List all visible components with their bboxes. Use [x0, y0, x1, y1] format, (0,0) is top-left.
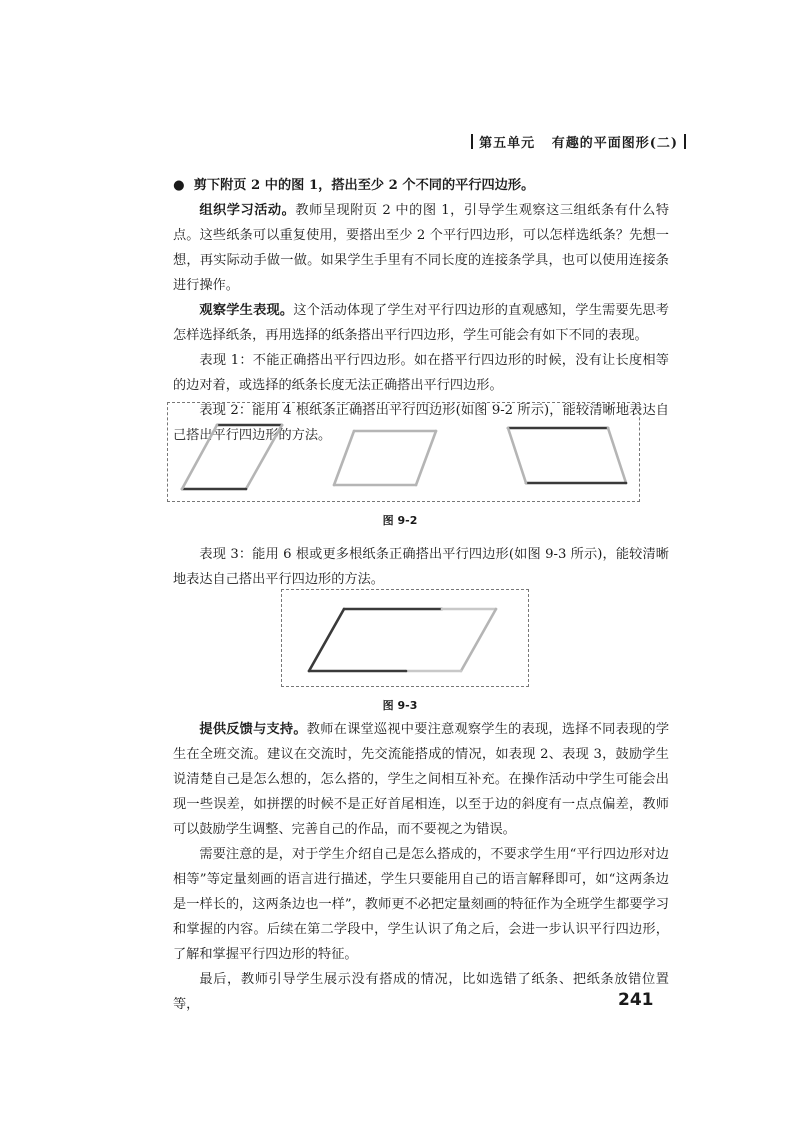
figure-9-3-caption: 图 9-3 — [382, 699, 418, 712]
paragraph-note: 需要注意的是，对于学生介绍自己是怎么搭成的，不要求学生用“平行四边形对边相等”等定量刻画的语言进行描述，学生只要能用自己的语言解释即可，如“这两条边是一样长的，这两条边也一样”，教师更不必把定量刻画的特征作为全班学生都要学习和掌握的内容。后续在第二学段中，学生认识了角之后，会进一步认识平行四边形，了解和掌握平行四边形的特征。 — [173, 847, 669, 962]
paragraph-finally: 最后，教师引导学生展示没有搭成的情况，比如选错了纸条、把纸条放错位置等， — [173, 972, 669, 1012]
paragraph-performance-1: 表现 1：不能正确搭出平行四边形。如在搭平行四边形的时候，没有让长度相等的边对着，或选择的纸条长度无法正确搭出平行四边形。 — [173, 353, 669, 393]
activity-bullet: ● 剪下附页 2 中的图 1，搭出至少 2 个不同的平行四边形。 — [173, 178, 535, 193]
text-organize: 教师呈现附页 2 中的图 1，引导学生观察这三组纸条有什么特点。这些纸条可以重复使用，要搭出至少 2 个平行四边形，可以怎样选纸条？先想一想，再实际动手做一做。如果学生手里有不同长度的连接条学具，也可以使用连接条进行操作。 — [173, 203, 670, 293]
lead-observe: 观察学生表现。 — [199, 303, 294, 318]
figure-9-2-drawing — [168, 403, 641, 503]
figure-9-2-caption: 图 9-2 — [382, 514, 418, 527]
paragraph-observe — [173, 298, 669, 348]
figure-9-3 — [281, 589, 529, 687]
header-unit: 第五单元 — [479, 136, 536, 151]
text-observe: 这个活动体现了学生对平行四边形的直观感知，学生需要先思考怎样选择纸条，再用选择的纸条搭出平行四边形，学生可能会有如下不同的表现。 — [173, 303, 669, 343]
paragraph-feedback — [173, 717, 669, 842]
paragraph-organize — [173, 198, 669, 298]
header-bar-left — [471, 134, 473, 149]
section-3 — [173, 717, 669, 1017]
paragraph-performance-3: 表现 3：能用 6 根或更多根纸条正确搭出平行四边形(如图 9-3 所示)，能较清晰地表达自己搭出平行四边形的方法。 — [173, 547, 669, 587]
header-bar-right — [684, 134, 686, 149]
activity-bullet-text: 剪下附页 2 中的图 1，搭出至少 2 个不同的平行四边形。 — [193, 178, 535, 193]
figure-9-2 — [167, 402, 640, 502]
page-number: 241 — [618, 990, 654, 1010]
parallelogram-2 — [334, 431, 436, 485]
parallelogram-1 — [182, 425, 282, 489]
paragraph-performance-2: 表现 2：能用 4 根纸条正确搭出平行四边形(如图 9-2 所示)，能较清晰地表达自己搭出平行四边形的方法。 — [173, 403, 669, 443]
text-feedback: 教师在课堂巡视中要注意观察学生的表现，选择不同表现的学生在全班交流。建议在交流时，先交流能搭成的情况，如表现 2、表现 3，鼓励学生说清楚自己是怎么想的，怎么搭的，学生之间相互补充。在操作活动中学生可能会出现一些误差，如拼摆的时候不是正好首尾相连，以至于边的斜度有一点点偏差，教师可以鼓励学生调整、完善自己的作品，而不要视之为错误。 — [173, 722, 670, 837]
lead-organize: 组织学习活动。 — [199, 203, 296, 218]
parallelogram-3 — [508, 428, 626, 483]
figure-9-3-drawing — [282, 590, 530, 688]
header-topic: 有趣的平面图形(二) — [551, 136, 678, 151]
section-2 — [173, 542, 669, 592]
lead-feedback: 提供反馈与支持。 — [199, 722, 307, 737]
running-header — [465, 132, 692, 151]
parallelogram-large — [309, 609, 496, 671]
